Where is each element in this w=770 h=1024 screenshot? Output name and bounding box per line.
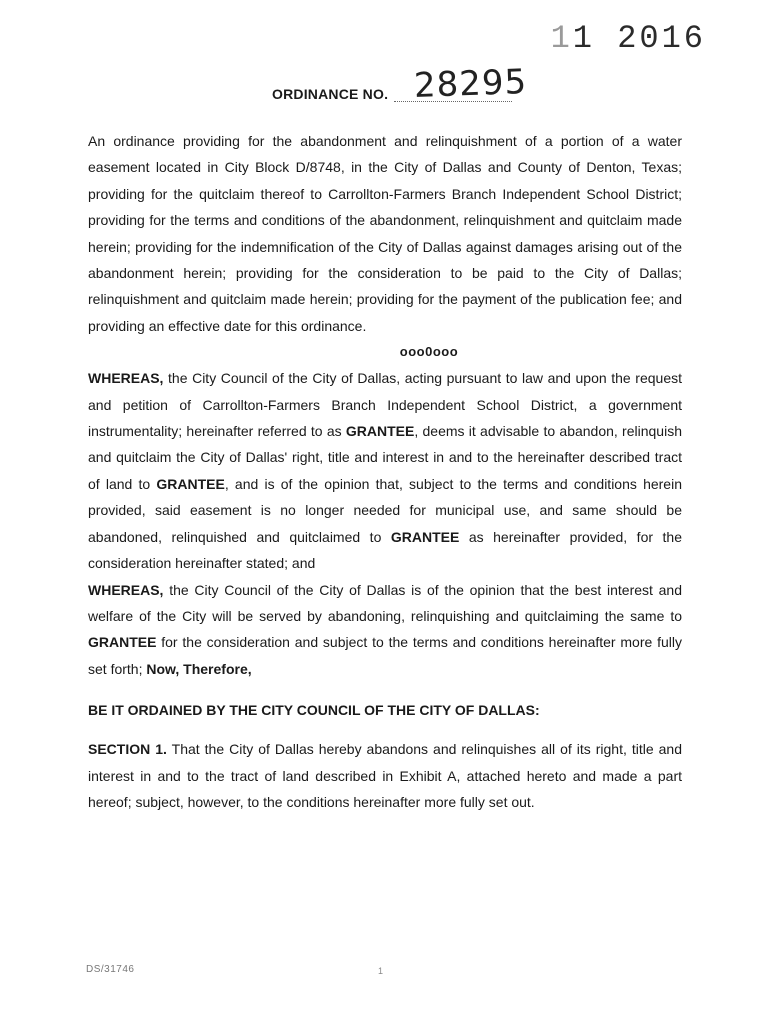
ordinance-label: ORDINANCE NO. xyxy=(272,86,389,102)
whereas1-text-a: the City Council of the City of Dallas, acting pursuant to law and upon the request and petition of Carrollton-Farmers Branch Independent School District, a government instrumentality; hereinafter referred to as xyxy=(88,370,682,440)
whereas-lead: WHEREAS, xyxy=(88,370,164,387)
ordinance-header xyxy=(272,62,529,106)
stamp-faint-digit: 1 xyxy=(550,20,573,57)
ordinance-number-handwritten: 28295 xyxy=(413,62,529,106)
grantee-term: GRANTEE xyxy=(88,634,157,651)
ordaining-clause: BE IT ORDAINED BY THE CITY COUNCIL OF THE CITY OF DALLAS: xyxy=(88,702,540,719)
section-1-heading: SECTION 1. xyxy=(88,741,167,758)
ordinance-number-field xyxy=(394,62,529,106)
now-therefore: Now, Therefore, xyxy=(146,660,252,677)
whereas-paragraph-2 xyxy=(88,577,682,683)
intro-paragraph: An ordinance providing for the abandonment and relinquishment of a portion of a water easement located in City Block D/8748, in the City of Dallas and County of Denton, Texas; providing for the quitclaim thereof to Carrollton-Farmers Branch Independent School District; providing for the terms and conditions of the abandonment, relinquishment and quitclaim made herein; providing for the indemnification of the City of Dallas against damages arising out of the abandonment herein; providing for the consideration to be paid to the City of Dallas; relinquishment and quitclaim made herein; providing for the payment of the publication fee; and providing an effective date for this ordinance. xyxy=(88,133,682,334)
whereas1-text-d: as hereinafter provided, for the consideration hereinafter stated; and xyxy=(88,528,682,572)
document-code: DS/31746 xyxy=(86,964,135,975)
stamp-date: 1 2016 xyxy=(572,20,706,57)
section-separator: ooo0ooo xyxy=(399,344,459,360)
section-1-paragraph xyxy=(88,736,682,815)
whereas-lead: WHEREAS, xyxy=(88,581,164,598)
whereas2-text-b: for the consideration and subject to the terms and conditions hereinafter more fully set forth; xyxy=(88,634,682,677)
whereas-paragraph-1 xyxy=(88,365,682,576)
page-number: 1 xyxy=(378,966,384,976)
grantee-term: GRANTEE xyxy=(345,423,415,440)
whereas1-text-c: , and is of the opinion that, subject to the terms and conditions herein provided, said easement is no longer needed for municipal use, and same should be abandoned, relinquished and quitclaimed to xyxy=(88,475,682,545)
ordinance-body xyxy=(88,128,682,815)
received-date-stamp xyxy=(551,20,706,57)
grantee-term: GRANTEE xyxy=(156,475,225,492)
whereas2-text-a: the City Council of the City of Dallas is of the opinion that the best interest and welfare of the City will be served by abandoning, relinquishing and quitclaiming the same to xyxy=(88,581,682,624)
grantee-term: GRANTEE xyxy=(390,528,460,545)
whereas1-text-b: , deems it advisable to abandon, relinquish and quitclaim the City of Dallas' right, title and interest in and to the hereinafter described tract of land to xyxy=(88,423,682,492)
section-1-text: That the City of Dallas hereby abandons and relinquishes all of its right, title and interest in and to the tract of land described in Exhibit A, attached hereto and made a part hereof; subject, however, to the conditions hereinafter more fully set out. xyxy=(88,741,683,810)
